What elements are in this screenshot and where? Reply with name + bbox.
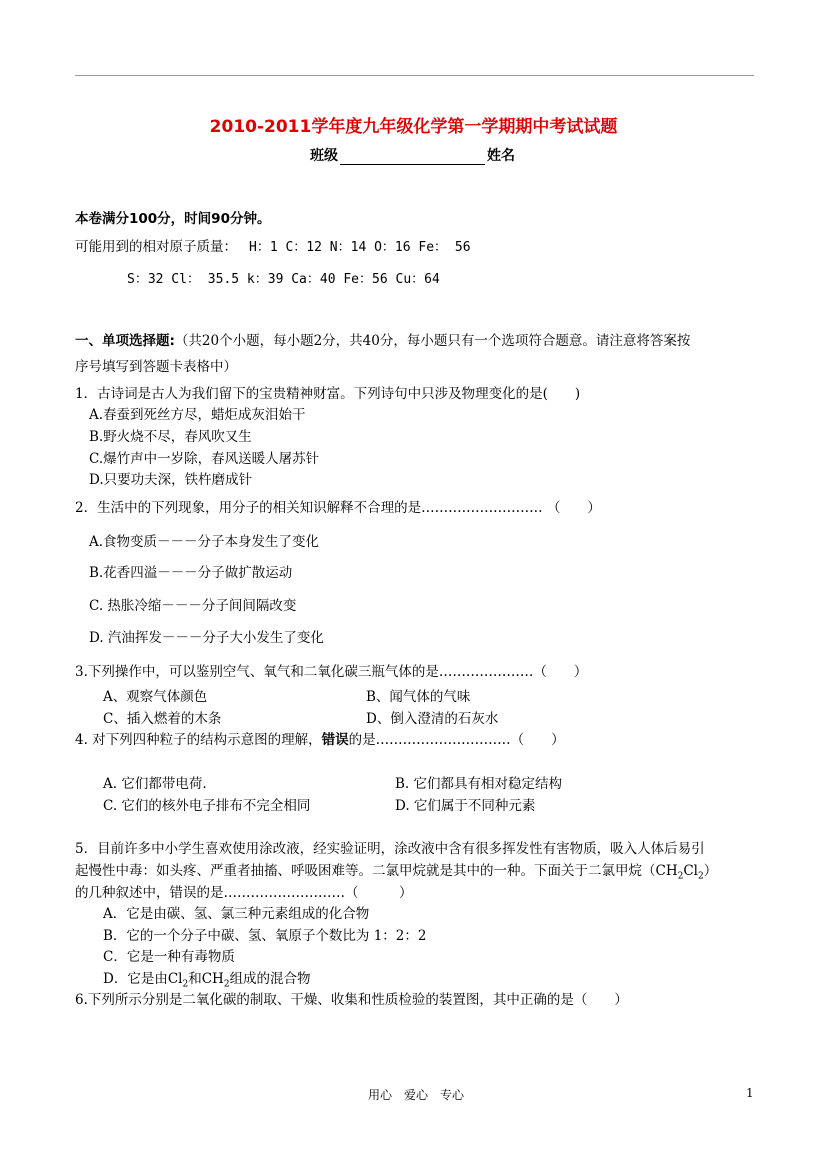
q1-stem: 1．古诗词是古人为我们留下的宝贵精神财富。下列诗句中只涉及物理变化的是( ) xyxy=(75,386,581,402)
class-name-line xyxy=(310,145,515,165)
class-blank[interactable] xyxy=(340,150,485,165)
atomic-values-2: S：32 Cl： 35.5 k：39 Ca：40 Fe：56 Cu：64 xyxy=(127,272,440,287)
q2-option-b: B.花香四溢－－－分子做扩散运动 xyxy=(89,565,293,581)
footer-motto: 用心 爱心 专心 xyxy=(368,1088,465,1102)
score-time: 本卷满分100分，时间90分钟。 xyxy=(75,211,271,227)
class-label: 班级 xyxy=(310,148,338,164)
q2-stem: 2．生活中的下列现象，用分子的相关知识解释不合理的是……………………… （ ） xyxy=(75,500,601,516)
q6-stem: 6.下列所示分别是二氧化碳的制取、干燥、收集和性质检验的装置图，其中正确的是（ ） xyxy=(75,992,628,1008)
q2-option-d: D. 汽油挥发－－－分子大小发生了变化 xyxy=(89,630,324,646)
q4-stem-bold: 错误 xyxy=(321,732,349,748)
q5-line2-sub1: 2 xyxy=(677,871,684,882)
q5-line1: 5．目前许多中小学生喜欢使用涂改液，经实验证明，涂改液中含有很多挥发性有害物质，吸入人体后易引 xyxy=(75,841,705,857)
q1-option-a: A.春蚕到死丝方尽，蜡炬成灰泪始干 xyxy=(89,407,306,423)
section1-line1 xyxy=(75,332,690,350)
q4-option-d: D. 它们属于不同种元素 xyxy=(395,798,536,814)
atomic-values-1: H：1 C：12 N：14 O：16 Fe： 56 xyxy=(249,240,471,255)
q2-option-a: A.食物变质－－－分子本身发生了变化 xyxy=(89,534,320,550)
q5-line2 xyxy=(75,862,717,886)
q1-option-c: C.爆竹声中一岁除，春风送暖人屠苏针 xyxy=(89,451,320,467)
q3-option-d: D、倒入澄清的石灰水 xyxy=(366,711,499,727)
q5-d-pre: D．它是由Cl xyxy=(103,971,183,987)
q5-d-mid: 和CH xyxy=(188,971,224,987)
q5-d-sub2: 2 xyxy=(223,979,230,990)
q5-line2-mid: Cl xyxy=(683,863,698,879)
page-number: 1 xyxy=(746,1086,754,1100)
q5-option-b: B．它的一个分子中碳、氢、氧原子个数比为 1：2：2 xyxy=(103,928,427,944)
q5-d-post: 组成的混合物 xyxy=(229,971,311,987)
q4-option-b: B. 它们都具有相对稳定结构 xyxy=(395,776,563,792)
page-title: 2010-2011学年度九年级化学第一学期期中考试试题 xyxy=(209,117,618,137)
q4-option-c: C. 它们的核外电子排布不完全相同 xyxy=(103,798,311,814)
name-label: 姓名 xyxy=(487,148,515,164)
q4-stem-post: 的是…………………………（ ） xyxy=(348,732,565,748)
q5-d-sub1: 2 xyxy=(182,979,189,990)
q4-stem xyxy=(75,731,565,749)
q1-option-d: D.只要功夫深，铁杵磨成针 xyxy=(89,472,253,488)
atomic-label: 可能用到的相对原子质量： xyxy=(75,239,237,255)
section1-heading: 一、单项选择题: xyxy=(75,333,175,349)
q3-stem: 3.下列操作中，可以鉴别空气、氧气和二氧化碳三瓶气体的是…………………（ ） xyxy=(75,664,588,680)
q5-option-a: A．它是由碳、氢、氯三种元素组成的化合物 xyxy=(103,906,370,922)
q5-line2-sub2: 2 xyxy=(698,871,704,882)
q5-option-c: C．它是一种有毒物质 xyxy=(103,949,235,965)
q2-option-c: C. 热胀冷缩－－－分子间间隔改变 xyxy=(89,598,297,614)
q5-line3: 的几种叙述中，错误的是………………………（ ） xyxy=(75,885,413,901)
atomic-mass-line1 xyxy=(75,238,471,257)
q1-option-b: B.野火烧不尽，春风吹又生 xyxy=(89,429,252,445)
section1-desc1: （共20个小题，每小题2分，共40分，每小题只有一个选项符合题意。请注意将答案按 xyxy=(174,333,691,349)
section1-desc2: 序号填写到答题卡表格中） xyxy=(75,359,237,375)
q5-line2-end: ） xyxy=(703,863,718,879)
header-rule xyxy=(75,75,754,76)
q3-option-b: B、闻气体的气味 xyxy=(366,689,471,705)
q3-option-a: A、观察气体颜色 xyxy=(103,689,208,705)
q4-stem-pre: 4. 对下列四种粒子的结构示意图的理解， xyxy=(75,732,322,748)
q4-option-a: A. 它们都带电荷. xyxy=(103,776,207,792)
q3-option-c: C、插入燃着的木条 xyxy=(103,711,222,727)
q5-line2-text: 起慢性中毒：如头疼、严重者抽搐、呼吸困难等。二氯甲烷就是其中的一种。下面关于二氯甲烷（CH xyxy=(75,863,678,879)
